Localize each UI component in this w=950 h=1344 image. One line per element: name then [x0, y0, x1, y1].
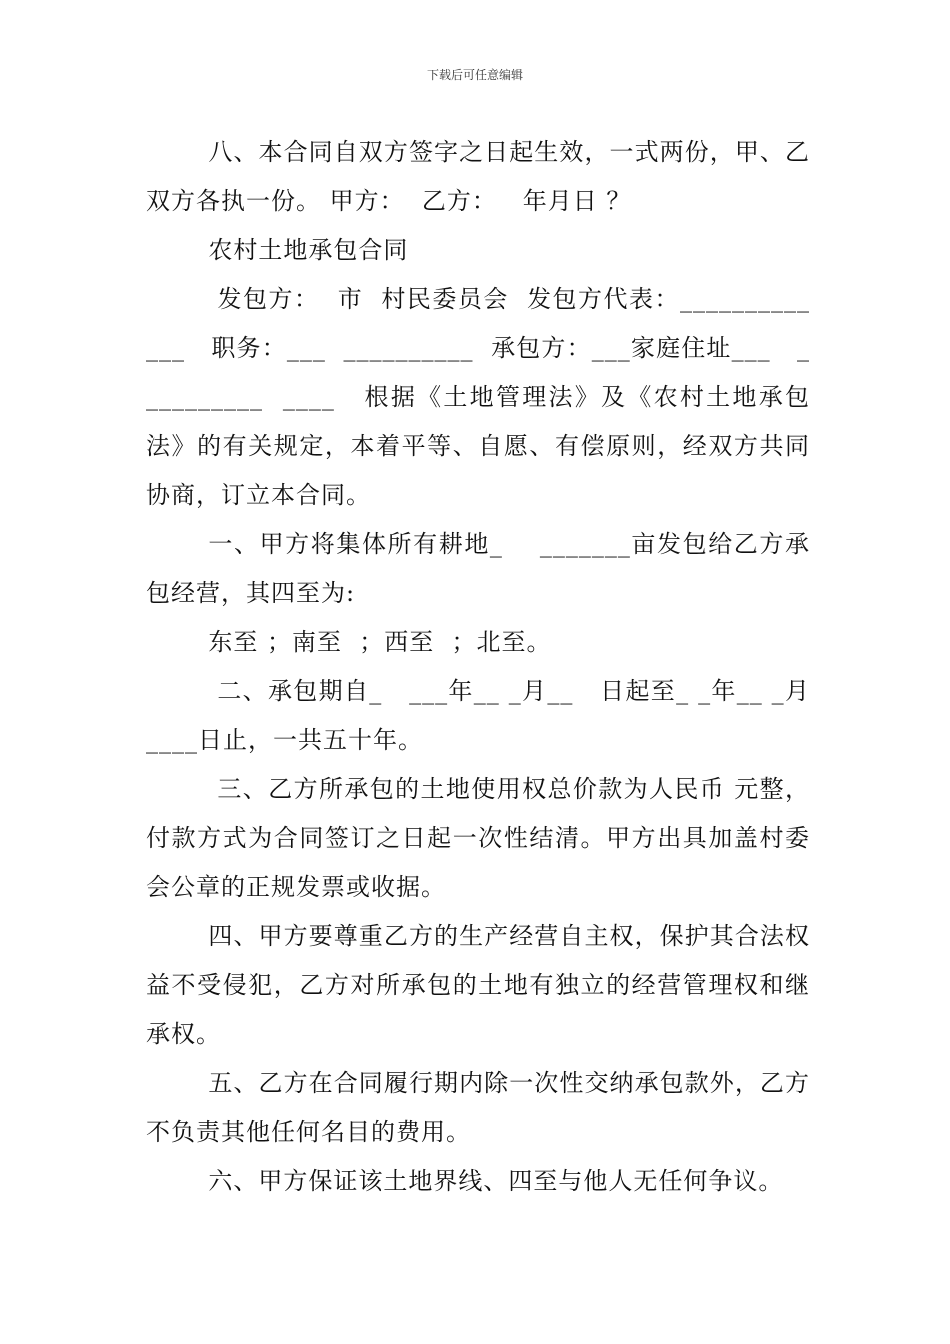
clause-5-fees: 五、乙方在合同履行期内除一次性交纳承包款外，乙方不负责其他任何名目的费用。: [146, 1069, 810, 1146]
header-note: 下载后可任意编辑: [426, 68, 523, 82]
clause-2-term: 二、承包期自_ ___年__ _月__ 日起至_ _年__ _月____日止，一共五十年。: [146, 677, 810, 754]
clause-1-land: 一、甲方将集体所有耕地_ _______亩发包给乙方承包经营，其四至为:: [146, 530, 810, 607]
contract-title: 农村土地承包合同: [208, 236, 409, 264]
clause-6-boundary-guarantee: 六、甲方保证该土地界线、四至与他人无任何争议。: [208, 1167, 784, 1195]
document-body: [146, 128, 819, 1206]
clause-4-rights: 四、甲方要尊重乙方的生产经营自主权，保护其合法权益不受侵犯，乙方对所承包的土地有独立的经营管理权和继承权。: [146, 922, 810, 1048]
clause-1-boundaries: 东至 ；南至 ；西至 ；北至。: [208, 628, 552, 656]
parties-paragraph: 发包方： 市 村民委员会 发包方代表：__________ ___ 职务：___ __________ 承包方：___家庭住址___ _ _________ ____ 根据《土地管理法》及《农村土地承包法》的有关规定，本着平等、自愿、有偿原则，经双方共同协商，订立本合同。: [146, 285, 819, 509]
clause-3-price: 三、乙方所承包的土地使用权总价款为人民币 元整，付款方式为合同签订之日起一次性结清。甲方出具加盖村委会公章的正规发票或收据。: [146, 775, 810, 901]
clause-8-effective: 八、本合同自双方签字之日起生效，一式两份，甲、乙双方各执一份。 甲方： 乙方： 年月日 ？: [146, 138, 810, 215]
